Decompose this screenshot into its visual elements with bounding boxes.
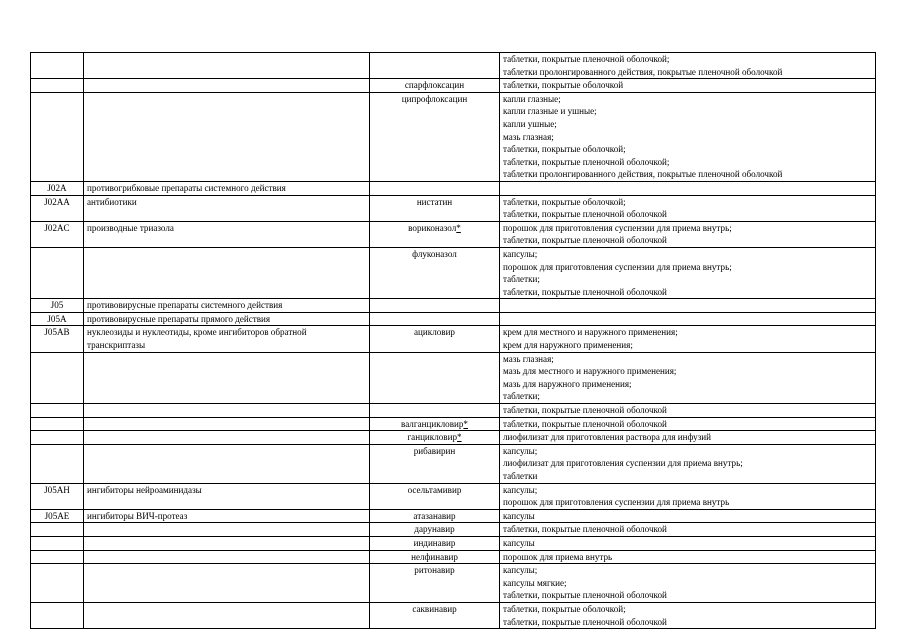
dosage-forms-cell [500,417,876,431]
drug-name-cell [370,299,500,313]
dosage-form-line: таблетки, покрытые пленочной оболочкой [503,405,667,416]
anatomical-group-cell [84,79,370,93]
drug-name-cell [370,509,500,523]
anatomical-group-cell [84,92,370,181]
dosage-form-line: порошок для приема внутрь [503,551,613,562]
dosage-form-line: крем для местного и наружного применения; [503,327,678,338]
dosage-form-line: таблетки, покрытые пленочной оболочкой [503,616,667,627]
anatomical-group-cell: производные триазола [84,221,370,247]
dosage-form-line: капли глазные и ушные; [503,106,597,117]
drug-name-cell [370,483,500,509]
drug-table [30,52,876,629]
dosage-form-line [503,313,872,326]
atc-code-cell [31,404,84,418]
dosage-form-line: таблетки [503,471,538,481]
dosage-form-line: таблетки; [503,391,540,402]
drug-name-cell [370,431,500,445]
dosage-form-line: лиофилизат для приготовления суспензии для приема внутрь; [503,458,743,469]
dosage-forms-cell [500,483,876,509]
anatomical-group-cell: противогрибковые препараты системного действия [84,181,370,195]
anatomical-group-cell [84,53,370,79]
dosage-form-line: капли ушные; [503,118,557,129]
footnote-mark: * [457,432,462,443]
dosage-form-line: порошок для приготовления суспензии для приема внутрь [503,497,730,508]
dosage-form-line: мазь для наружного применения; [503,378,632,389]
table-row [31,550,876,564]
dosage-forms-cell [500,352,876,403]
dosage-forms-cell [500,299,876,313]
anatomical-group-cell [84,536,370,550]
dosage-form-line: капли глазные; [503,93,561,104]
atc-code-cell [31,79,84,93]
dosage-form-line: мазь глазная; [503,131,554,142]
dosage-forms-cell [500,79,876,93]
drug-name-cell [370,92,500,181]
dosage-form-line: лиофилизат для приготовления раствора для инфузий [503,432,712,443]
table-row [31,483,876,509]
drug-name-cell [370,79,500,93]
table-row [31,299,876,313]
atc-code-cell: J02AC [31,221,84,247]
table-row [31,523,876,537]
drug-name: флуконазол [412,248,457,259]
table-row [31,195,876,221]
dosage-form-line: таблетки, покрытые оболочкой; [503,196,626,207]
dosage-forms-cell [500,181,876,195]
dosage-form-line: таблетки, покрытые пленочной оболочкой; [503,156,670,167]
drug-name: ацикловир [414,327,455,338]
anatomical-group-cell [84,523,370,537]
table-row [31,312,876,326]
drug-name: нистатин [416,196,453,207]
drug-name: ципрофлоксацин [401,93,468,104]
dosage-forms-cell [500,523,876,537]
table-row [31,417,876,431]
table-row [31,536,876,550]
anatomical-group-cell [84,550,370,564]
anatomical-group-cell: противовирусные препараты системного действия [84,299,370,313]
drug-name-cell [370,404,500,418]
dosage-form-line: мазь глазная; [503,353,554,364]
drug-name: индинавир [413,537,456,548]
drug-name: ганцикловир [407,432,458,443]
dosage-form-line: таблетки, покрытые пленочной оболочкой [503,286,667,297]
dosage-form-line: таблетки пролонгированного действия, покрытые пленочной оболочкой [503,169,783,180]
atc-code-cell [31,431,84,445]
dosage-form-line: порошок для приготовления суспензии для приема внутрь; [503,261,732,272]
table-row [31,79,876,93]
drug-name-cell [370,417,500,431]
atc-code-cell [31,53,84,79]
dosage-form-line [503,182,872,195]
atc-code-cell [31,444,84,483]
drug-name-cell [370,536,500,550]
dosage-form-line: капсулы; [503,445,538,456]
table-row [31,53,876,79]
dosage-form-line: капсулы; [503,484,538,495]
anatomical-group-cell: ингибиторы нейроаминидазы [84,483,370,509]
atc-code-cell [31,564,84,603]
drug-name-cell [370,221,500,247]
atc-code-cell [31,602,84,628]
dosage-form-line: таблетки, покрытые оболочкой [503,80,624,91]
dosage-forms-cell [500,431,876,445]
table-row [31,326,876,352]
atc-code-cell [31,352,84,403]
dosage-form-line: таблетки, покрытые пленочной оболочкой [503,590,667,601]
atc-code-cell [31,523,84,537]
dosage-forms-cell [500,536,876,550]
table-row [31,221,876,247]
dosage-form-line: мазь для местного и наружного применения; [503,366,677,377]
anatomical-group-cell [84,352,370,403]
dosage-form-line: таблетки, покрытые оболочкой; [503,144,626,155]
dosage-forms-cell [500,312,876,326]
drug-name: нелфинавир [411,551,458,562]
dosage-forms-cell [500,550,876,564]
table-row [31,247,876,298]
dosage-forms-cell [500,444,876,483]
table-row [31,602,876,628]
drug-name-cell [370,550,500,564]
drug-name-cell [370,53,500,79]
dosage-form-line: капсулы мягкие; [503,577,567,588]
dosage-form-line: капсулы [503,537,535,548]
anatomical-group-cell: противовирусные препараты прямого действия [84,312,370,326]
dosage-forms-cell [500,247,876,298]
anatomical-group-cell [84,417,370,431]
dosage-forms-cell [500,326,876,352]
drug-name-cell [370,195,500,221]
dosage-forms-cell [500,404,876,418]
drug-name: саквинавир [412,603,457,614]
table-body [31,53,876,629]
anatomical-group-cell [84,444,370,483]
drug-name-cell [370,444,500,483]
footnote-mark: * [456,222,461,233]
anatomical-group-cell [84,247,370,298]
drug-name-cell [370,181,500,195]
anatomical-group-cell [84,431,370,445]
anatomical-group-cell [84,564,370,603]
atc-code-cell [31,417,84,431]
dosage-form-line: капсулы; [503,565,538,576]
dosage-form-line: таблетки, покрытые пленочной оболочкой [503,209,667,220]
dosage-forms-cell [500,92,876,181]
atc-code-cell [31,550,84,564]
anatomical-group-cell: ингибиторы ВИЧ-протеаз [84,509,370,523]
footnote-mark: * [463,418,468,429]
table-row [31,431,876,445]
drug-name-cell [370,602,500,628]
table-row [31,564,876,603]
drug-name-cell [370,523,500,537]
atc-code-cell [31,247,84,298]
anatomical-group-cell: нуклеозиды и нуклеотиды, кроме ингибиторов обратной транскриптазы [84,326,370,352]
atc-code-cell: J02A [31,181,84,195]
table-row [31,444,876,483]
drug-name: валганцикловир [401,418,464,429]
drug-name: осельтамивир [407,484,462,495]
drug-name-cell [370,247,500,298]
dosage-form-line: таблетки пролонгированного действия, покрытые пленочной оболочкой [503,66,783,77]
dosage-form-line: крем для наружного применения; [503,340,633,351]
table-row [31,92,876,181]
dosage-form-line: таблетки, покрытые пленочной оболочкой [503,418,667,429]
drug-name: дарунавир [414,524,455,535]
drug-name-cell [370,312,500,326]
atc-code-cell [31,92,84,181]
dosage-form-line: таблетки; [503,274,540,285]
atc-code-cell: J05AB [31,326,84,352]
dosage-form-line: капсулы; [503,248,538,259]
dosage-forms-cell [500,602,876,628]
dosage-form-line: порошок для приготовления суспензии для приема внутрь; [503,222,732,233]
anatomical-group-cell [84,404,370,418]
dosage-form-line: капсулы [503,510,535,521]
dosage-forms-cell [500,195,876,221]
dosage-form-line: таблетки, покрытые пленочной оболочкой [503,235,667,246]
atc-code-cell: J05AE [31,509,84,523]
dosage-forms-cell [500,564,876,603]
drug-name: спарфлоксацин [404,80,465,91]
atc-code-cell: J05A [31,312,84,326]
table-row [31,509,876,523]
drug-name: вориконазол [408,222,457,233]
anatomical-group-cell [84,602,370,628]
dosage-form-line: таблетки, покрытые пленочной оболочкой; [503,54,670,64]
dosage-forms-cell [500,221,876,247]
dosage-forms-cell [500,53,876,79]
table-row [31,181,876,195]
dosage-form-line [503,299,872,312]
drug-name: рибавирин [413,445,456,456]
dosage-forms-cell [500,509,876,523]
table-row [31,352,876,403]
atc-code-cell: J05 [31,299,84,313]
drug-name: атазанавир [413,510,456,521]
atc-code-cell [31,536,84,550]
anatomical-group-cell: антибиотики [84,195,370,221]
table-row [31,404,876,418]
dosage-form-line: таблетки, покрытые пленочной оболочкой [503,524,667,535]
atc-code-cell: J02AA [31,195,84,221]
drug-name-cell [370,326,500,352]
atc-code-cell: J05AH [31,483,84,509]
drug-name-cell [370,352,500,403]
dosage-form-line: таблетки, покрытые оболочкой; [503,603,626,614]
drug-name: ритонавир [414,565,455,576]
drug-name-cell [370,564,500,603]
